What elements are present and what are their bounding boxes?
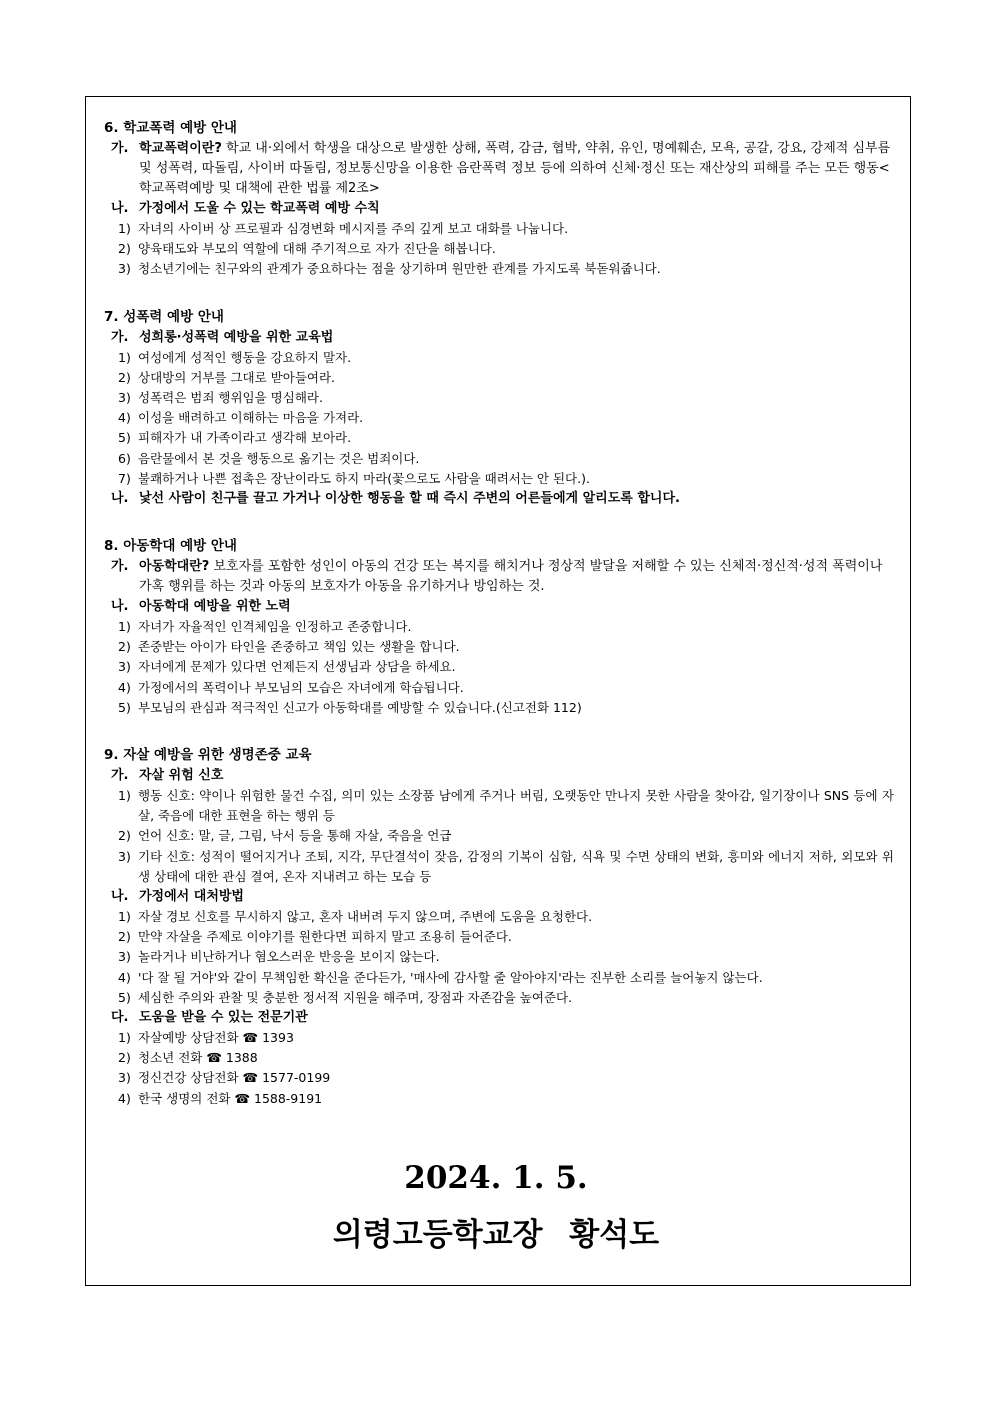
list-item: 5) 세심한 주의와 관찰 및 충분한 정서적 지원을 해주며, 장점과 자존감을 높여준다. [118, 989, 573, 1005]
sub-heading: 낯선 사람이 친구를 끌고 가거나 이상한 행동을 할 때 즉시 주변의 어른들에게 알리도록 합니다. [139, 491, 680, 507]
list-item: 3) 청소년기에는 친구와의 관계가 중요하다는 점을 상기하며 원만한 관계를 가지도록 북돋워줍니다. [118, 261, 661, 277]
sub-heading: 성희롱·성폭력 예방을 위한 교육법 [139, 329, 334, 345]
item-list [104, 907, 894, 1008]
sub-marker: 가. [111, 141, 129, 156]
list-item: 5) 부모님의 관심과 적극적인 신고가 아동학대를 예방할 수 있습니다.(신고전화 112) [118, 699, 582, 715]
subsection [104, 597, 894, 617]
sub-heading: 아동학대 예방을 위한 노력 [139, 599, 291, 615]
subsection [104, 766, 894, 786]
list-item: 5) 피해자가 내 가족이라고 생각해 보아라. [118, 430, 352, 446]
section-title: 8. 아동학대 예방 안내 [104, 538, 237, 555]
list-item: 3) 성폭력은 범죄 행위임을 명심해라. [118, 390, 323, 406]
section-title: 7. 성폭력 예방 안내 [104, 308, 224, 325]
list-item: 1) 자살 경보 신호를 무시하지 않고, 혼자 내버려 두지 않으며, 주변에 도움을 요청한다. [118, 909, 593, 925]
sub-marker: 가. [111, 329, 129, 345]
list-item: 3) 기타 신호: 성적이 떨어지거나 조퇴, 지각, 무단결석이 잦음, 감정의 기복이 심함, 식욕 및 수면 상태의 변화, 흥미와 에너지 저하, 외모와 위생 상태에 대한 관심 결여, 온자 지내려고 하는 모습 등 [118, 848, 894, 884]
list-item: 4) 한국 생명의 전화 ☎ 1588-9191 [118, 1090, 323, 1106]
list-item: 6) 음란물에서 본 것을 행동으로 옮기는 것은 범죄이다. [118, 450, 420, 466]
section-child-abuse [104, 536, 894, 718]
list-item: 2) 청소년 전화 ☎ 1388 [118, 1050, 258, 1066]
sub-heading: 도움을 받을 수 있는 전문기관 [139, 1010, 308, 1026]
list-item: 1) 자녀의 사이버 상 프로필과 심경변화 메시지를 주의 깊게 보고 대화를 나눕니다. [118, 221, 569, 236]
list-item: 3) 자녀에게 문제가 있다면 언제든지 선생님과 상담을 하세요. [118, 659, 456, 675]
list-item: 1) 여성에게 성적인 행동을 강요하지 말자. [118, 349, 352, 365]
section-suicide-prevention [104, 745, 894, 1109]
list-item: 7) 불쾌하거나 나쁜 접촉은 장난이라도 하지 마라(꽃으로도 사람을 때려서는 안 된다.). [118, 470, 590, 486]
list-item: 3) 정신건강 상담전화 ☎ 1577-0199 [118, 1070, 331, 1086]
item-list [104, 348, 894, 489]
sub-marker: 나. [111, 201, 129, 216]
item-list [104, 617, 894, 718]
list-item: 2) 존중받는 아이가 타인을 존중하고 책임 있는 생활을 합니다. [118, 639, 460, 655]
sub-heading: 가정에서 도울 수 있는 학교폭력 예방 수칙 [139, 201, 380, 216]
sub-marker: 다. [111, 1010, 129, 1026]
sub-marker: 나. [111, 889, 129, 905]
sub-marker: 가. [111, 559, 129, 575]
list-item: 4) '다 잘 될 거야'와 같이 무책임한 확신을 준다든가, '매사에 감사할 줄 알아야지'라는 진부한 소리를 늘어놓지 않는다. [118, 969, 763, 985]
item-list [104, 786, 894, 887]
list-item: 4) 가정에서의 폭력이나 부모님의 모습은 자녀에게 학습됩니다. [118, 679, 464, 695]
list-item: 1) 자녀가 자율적인 인격체임을 인정하고 존중합니다. [118, 619, 412, 635]
subsection [104, 887, 894, 907]
signer-name: 의령고등학교장 황석도 [332, 1217, 660, 1253]
list-item: 2) 상대방의 거부를 그대로 받아들여라. [118, 369, 336, 385]
subsection [104, 199, 894, 219]
sub-text: 보호자를 포함한 성인이 아동의 건강 또는 복지를 해치거나 정상적 발달을 저해할 수 있는 신체적·정신적·성적 폭력이나 가혹 행위를 하는 것과 아동의 보호자가 아동을 유기하거나 방임하는 것. [139, 559, 883, 595]
sub-marker: 나. [111, 599, 129, 615]
sub-heading: 학교폭력이란? [139, 141, 222, 156]
sub-text: 학교 내·외에서 학생을 대상으로 발생한 상해, 폭력, 감금, 협박, 약취, 유인, 명예훼손, 모욕, 공갈, 강요, 강제적 심부름 및 성폭력, 따돌림, 사이버 따돌림, 정보통신망을 이용한 음란폭력 정보 등에 의하여 신체·정신 또는 재산상의 피해를 주는 모든 행동<학교폭력예방 및 대책에 관한 법률 제2조> [139, 141, 891, 196]
list-item: 1) 행동 신호: 약이나 위험한 물건 수집, 의미 있는 소장품 남에게 주거나 버림, 오랫동안 만나지 못한 사람을 찾아감, 일기장이나 SNS 등에 자살, 죽음에 대한 표현을 하는 행위 등 [118, 788, 894, 824]
subsection [104, 328, 894, 348]
list-item: 2) 만약 자살을 주제로 이야기를 원한다면 피하지 말고 조용히 들어준다. [118, 929, 512, 945]
document-date: 2024. 1. 5. [404, 1160, 588, 1196]
item-list [104, 1028, 894, 1109]
section-school-violence [104, 118, 894, 280]
subsection [104, 489, 894, 509]
list-item: 2) 양육태도와 부모의 역할에 대해 주기적으로 자가 진단을 해봅니다. [118, 241, 496, 257]
section-sexual-violence [104, 307, 894, 509]
sub-heading: 자살 위험 신호 [139, 768, 224, 784]
item-list [104, 219, 894, 280]
sub-marker: 나. [111, 491, 129, 507]
section-title: 9. 자살 예방을 위한 생명존중 교육 [104, 747, 312, 764]
list-item: 1) 자살예방 상담전화 ☎ 1393 [118, 1030, 294, 1046]
sub-heading: 아동학대란? [139, 559, 210, 575]
section-title: 6. 학교폭력 예방 안내 [104, 120, 237, 136]
list-item: 3) 놀라거나 비난하거나 혐오스러운 반응을 보이지 않는다. [118, 949, 440, 965]
subsection [104, 1008, 894, 1028]
list-item: 4) 이성을 배려하고 이해하는 마음을 가져라. [118, 410, 364, 426]
document-body [104, 118, 894, 1109]
sub-heading: 가정에서 대처방법 [139, 889, 244, 905]
subsection [104, 139, 894, 199]
subsection [104, 557, 894, 597]
sub-marker: 가. [111, 768, 129, 784]
list-item: 2) 언어 신호: 말, 글, 그림, 낙서 등을 통해 자살, 죽음을 언급 [118, 828, 452, 844]
